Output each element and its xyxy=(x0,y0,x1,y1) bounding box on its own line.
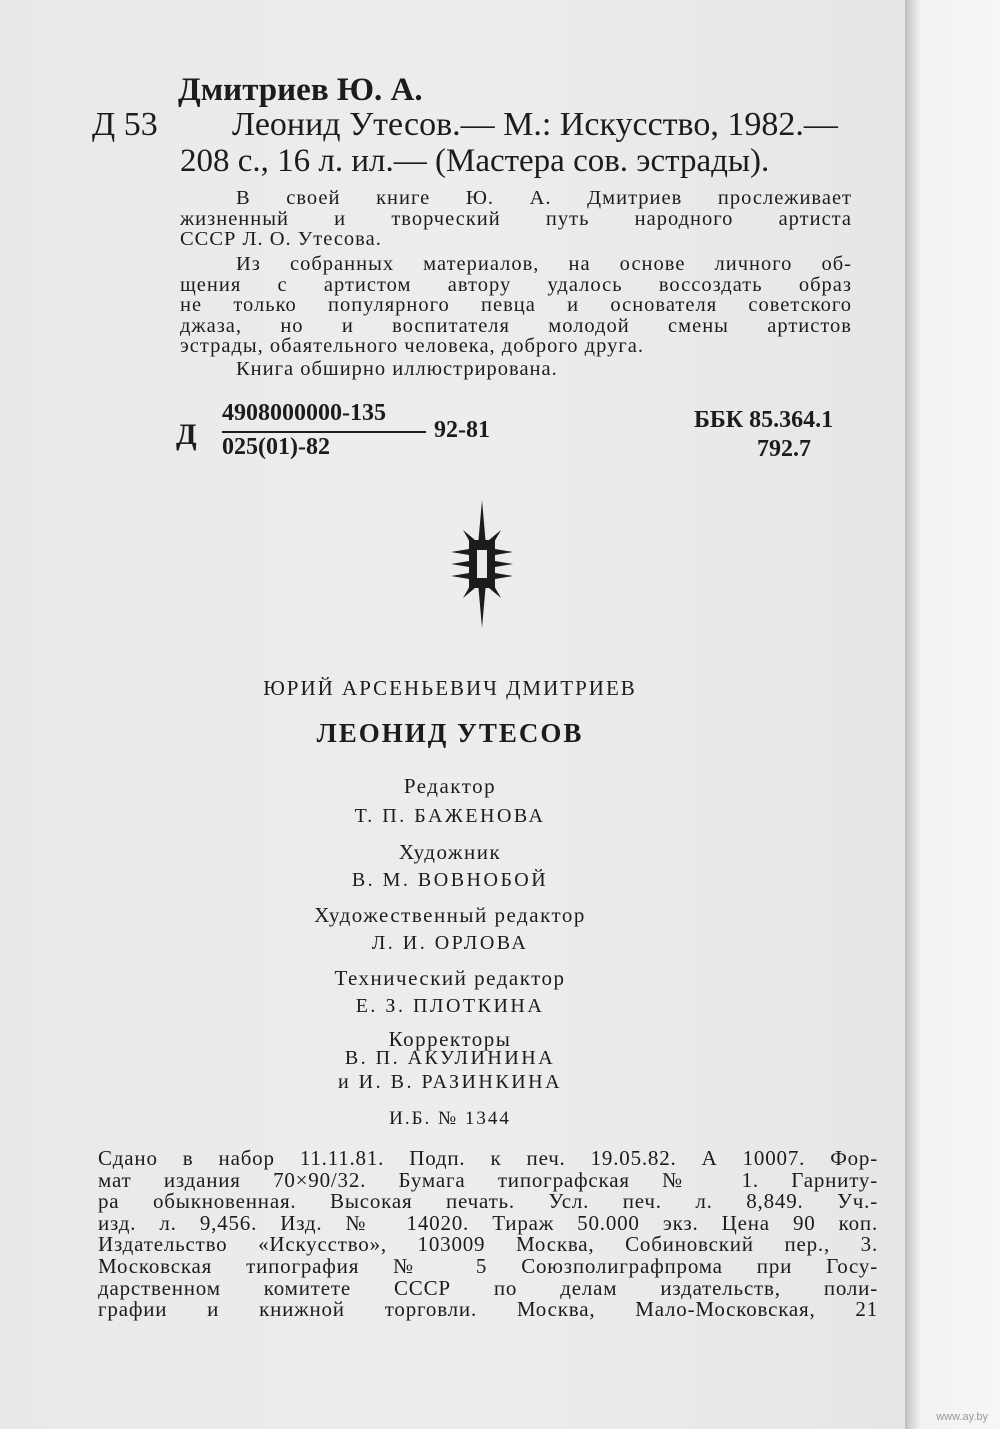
bbk-number: 792.7 xyxy=(757,436,811,462)
annotation-paragraph-1 xyxy=(180,188,852,250)
annotation-line: СССР Л. О. Утесова. xyxy=(180,228,382,250)
bibliographic-pages: 208 с., 16 л. ил.— (Мастера сов. эстрады). xyxy=(180,143,770,179)
index-side-number: 92-81 xyxy=(434,417,490,443)
imprint-line: мат издания 70×90/32. Бумага типографская № 1. Гарниту- xyxy=(98,1167,878,1192)
imprint-line: Сдано в набор 11.11.81. Подп. к печ. 19.05.82. А 10007. Фор- xyxy=(98,1146,878,1170)
credit-name-tech-editor: Е. З. ПЛОТКИНА xyxy=(355,995,545,1017)
annotation-line: Из собранных материалов, на основе личного об- xyxy=(236,253,852,275)
bbk-code: ББК 85.364.1 xyxy=(694,407,834,433)
imprint-line: графии и книжной торговли. Москва, Мало-Московская, 21 xyxy=(98,1297,878,1322)
index-denominator: 025(01)-82 xyxy=(222,434,330,460)
book-title: ЛЕОНИД УТЕСОВ xyxy=(316,718,584,748)
credit-role-editor: Редактор xyxy=(403,774,497,798)
credit-name-artist: В. М. ВОВНОБОЙ xyxy=(351,869,549,891)
index-numerator: 4908000000-135 xyxy=(222,400,386,426)
index-letter: Д xyxy=(176,418,197,451)
imprint-block xyxy=(98,1148,878,1321)
annotation-line: щения с артистом автору удалось воссоздать образ xyxy=(180,273,852,296)
ib-number: И.Б. № 1344 xyxy=(389,1108,511,1129)
imprint-line: Издательство «Искусство», 103009 Москва, Собиновский пер., 3. xyxy=(98,1232,878,1257)
imprint-line: Московская типография № 5 Союзполиграфпрома при Госу- xyxy=(98,1253,878,1278)
imprint-line: ра обыкновенная. Высокая печать. Усл. печ. л. 8,849. Уч.- xyxy=(98,1189,878,1214)
credit-name-proofreader: В. П. АКУЛИНИНА xyxy=(344,1047,556,1069)
bibliographic-title: Леонид Утесов.— М.: Искусство, 1982.— xyxy=(232,106,838,143)
annotation-line: жизненный и творческий путь народного артиста xyxy=(180,207,852,230)
credit-role-proofreaders: Корректоры xyxy=(388,1027,512,1051)
credit-role-artist: Художник xyxy=(398,840,502,864)
credit-name-proofreader: и И. В. РАЗИНКИНА xyxy=(337,1071,563,1093)
annotation-paragraph-3 xyxy=(180,359,852,380)
annotation-line: не только популярного певца и основателя советского xyxy=(180,294,852,316)
library-code: Д 53 xyxy=(92,106,158,143)
watermark: www.ay.by xyxy=(936,1411,988,1423)
credit-role-art-editor: Художественный редактор xyxy=(314,903,586,927)
imprint-line: дарственном комитете СССР по делам издательств, поли- xyxy=(98,1275,878,1300)
author-full-name: ЮРИЙ АРСЕНЬЕВИЧ ДМИТРИЕВ xyxy=(263,676,637,700)
credit-name-editor: Т. П. БАЖЕНОВА xyxy=(354,805,546,827)
fraction-line xyxy=(222,431,426,433)
annotation-line: В своей книге Ю. А. Дмитриев прослеживает xyxy=(236,187,852,209)
annotation-paragraph-2 xyxy=(180,254,852,357)
star-emblem-icon xyxy=(450,500,514,628)
annotation-line: джаза, но и воспитателя молодой смены артистов xyxy=(180,314,852,337)
annotation-line: Книга обширно иллюстрирована. xyxy=(236,358,558,380)
author-name: Дмитриев Ю. А. xyxy=(178,72,423,108)
credit-name-art-editor: Л. И. ОРЛОВА xyxy=(371,932,529,954)
credit-role-tech-editor: Технический редактор xyxy=(334,966,566,990)
page-edge xyxy=(905,0,1000,1429)
imprint-line: изд. л. 9,456. Изд. № 14020. Тираж 50.000 экз. Цена 90 коп. xyxy=(98,1210,878,1235)
annotation-line: эстрады, обаятельного человека, доброго друга. xyxy=(180,335,644,357)
